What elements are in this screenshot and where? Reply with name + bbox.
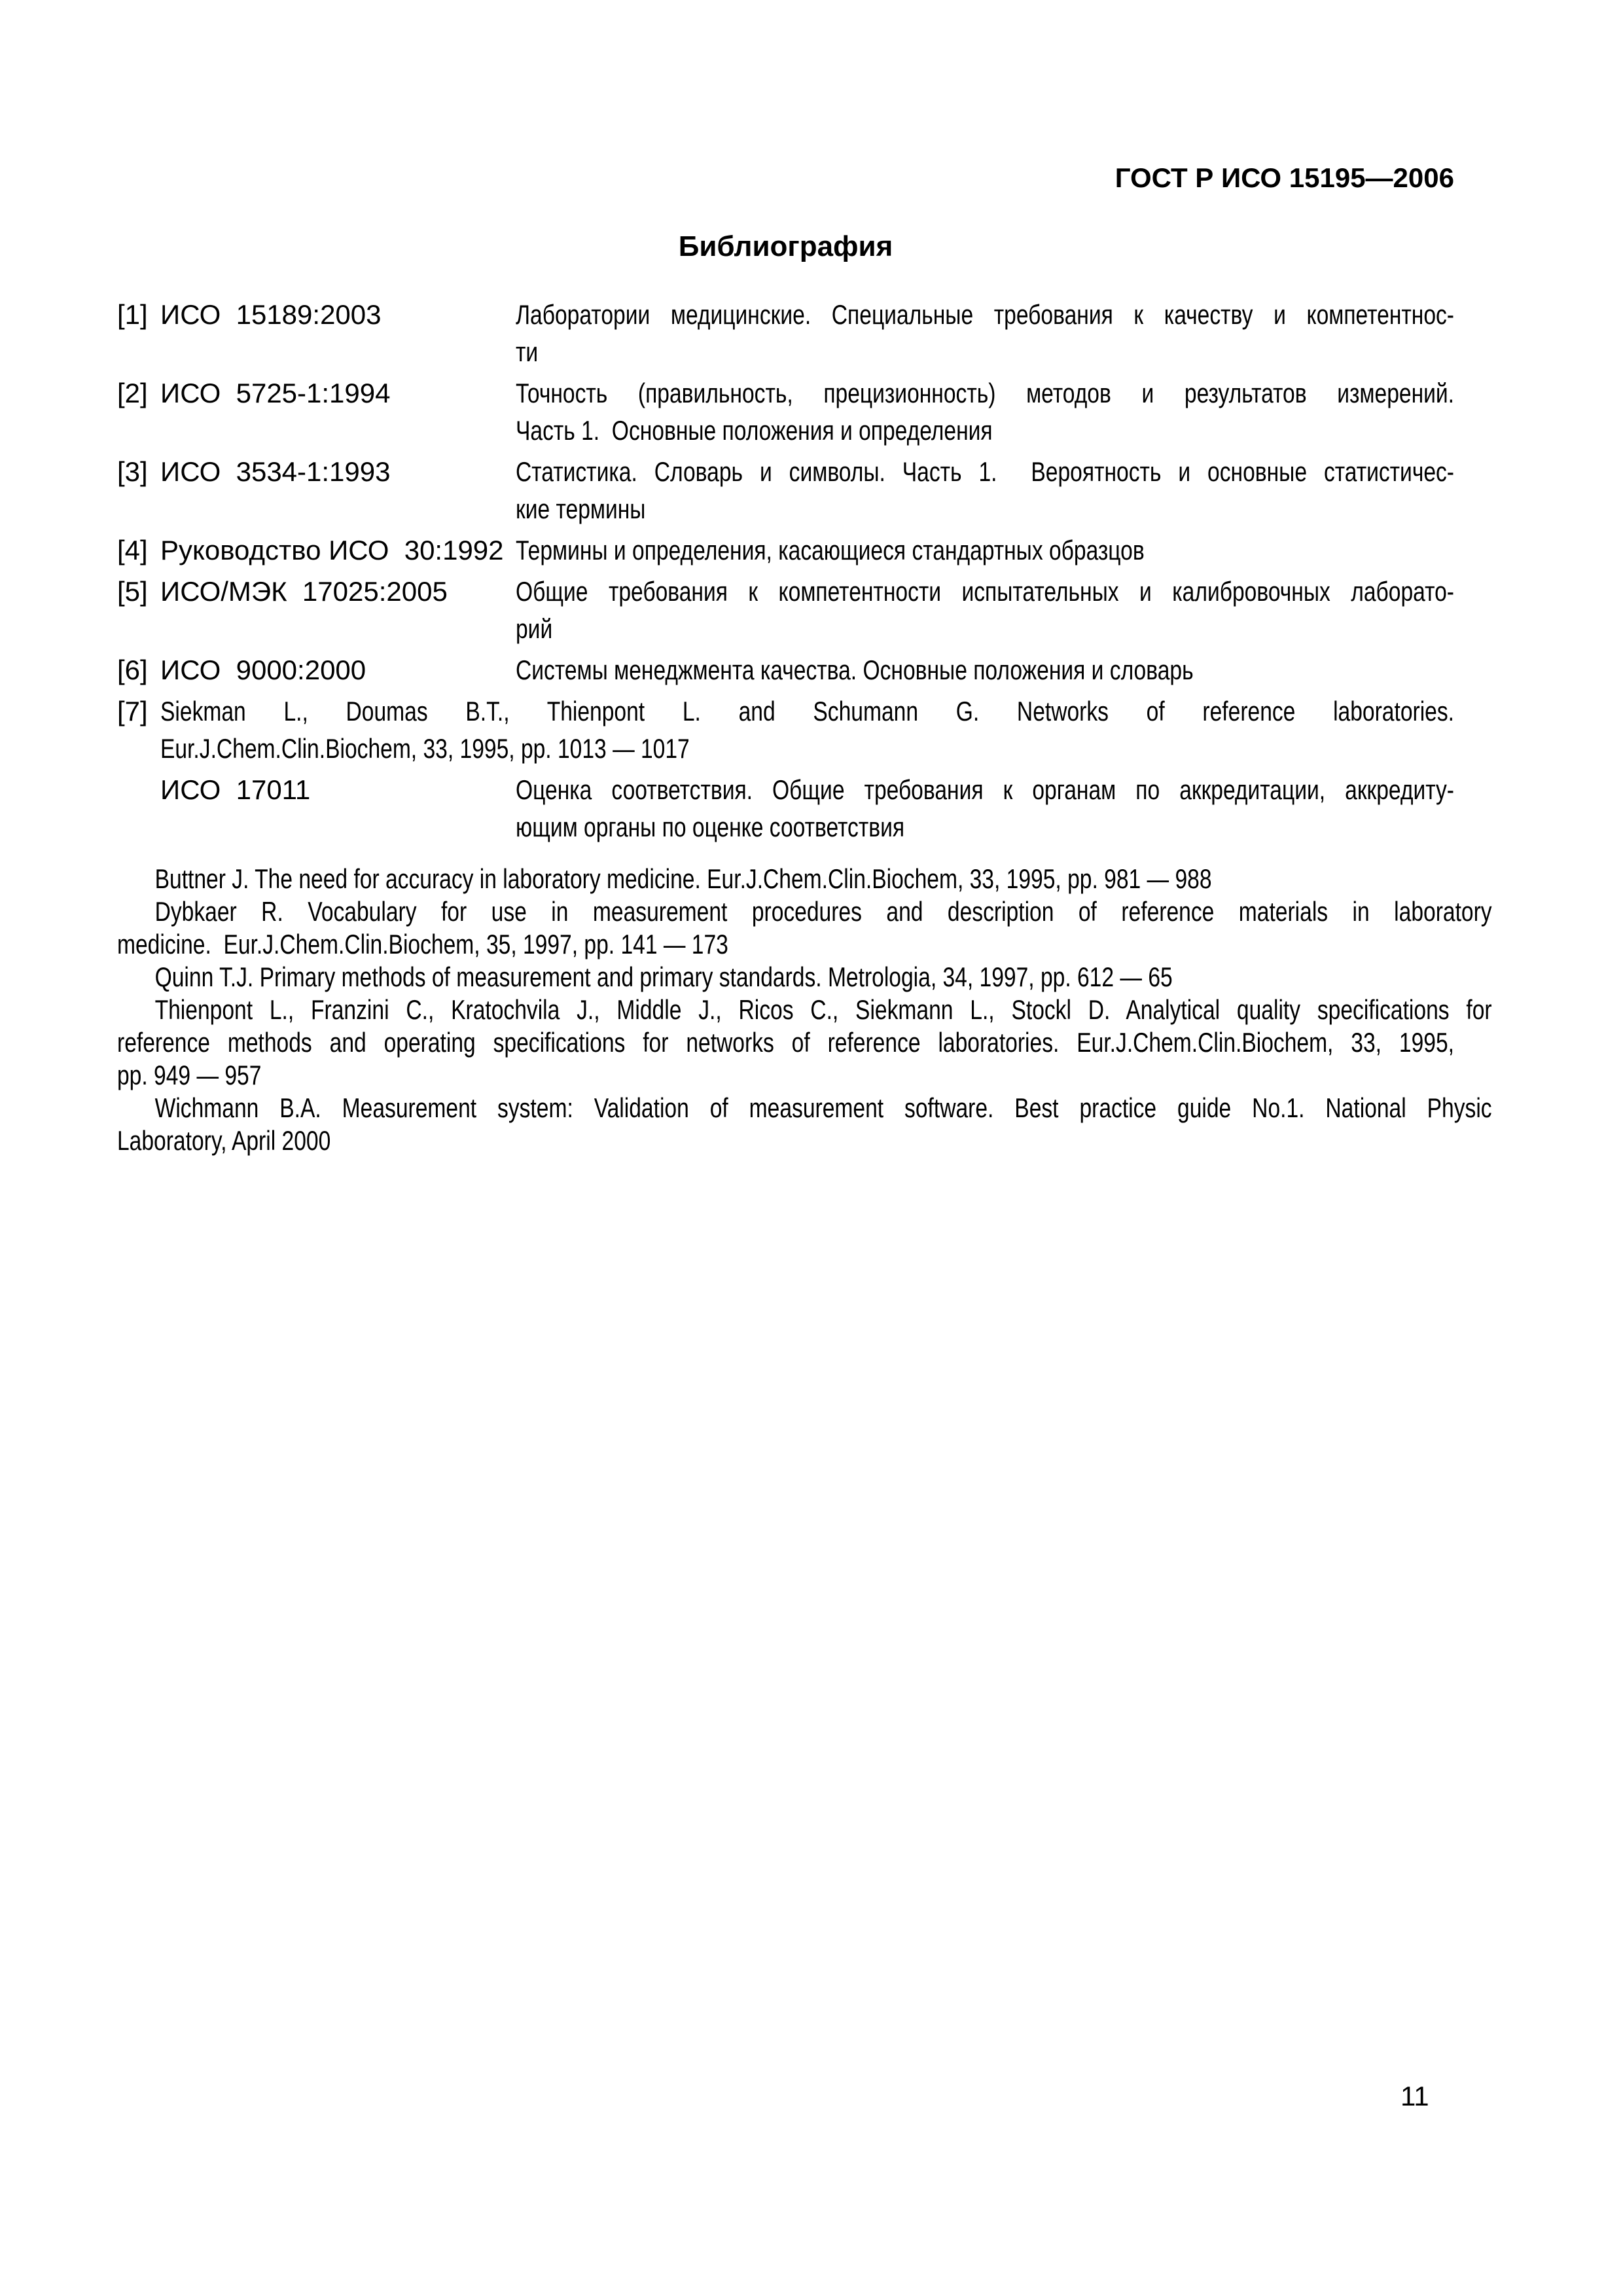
text-line: reference methods and operating specifications for networks of reference laboratories. Eur.J.Chem.Clin.Biochem, 33, 1995, xyxy=(117,1027,1454,1058)
text-line: Статистика. Словарь и символы. Часть 1. Вероятность и основные статистичес- xyxy=(516,456,1454,487)
document-header: ГОСТ Р ИСО 15195—2006 xyxy=(1115,162,1454,193)
bibliography-paragraph xyxy=(117,994,1492,1092)
page-number: 11 xyxy=(1400,2081,1429,2111)
reference-number: [5] xyxy=(117,576,148,607)
text-line: ющим органы по оценке соответствия xyxy=(516,812,905,842)
text-line: Часть 1. Основные положения и определения xyxy=(516,415,993,446)
reference-description xyxy=(160,692,1454,767)
reference-number: [1] xyxy=(117,299,148,330)
reference-entry xyxy=(117,531,1454,569)
reference-number: [7] xyxy=(117,696,148,726)
text-line: ти xyxy=(516,336,539,367)
text-line: Dybkaer R. Vocabulary for use in measurement procedures and description of reference materials in laboratory xyxy=(154,896,1492,927)
page-title: Библиография xyxy=(678,230,893,262)
reference-entry xyxy=(117,296,1454,370)
reference-code: ИСО 15189:2003 xyxy=(160,299,382,330)
reference-code: ИСО 17011 xyxy=(160,774,311,805)
reference-entry xyxy=(117,573,1454,647)
reference-number: [2] xyxy=(117,378,148,408)
text-line: Точность (правильность, прецизионность) методов и результатов измерений. xyxy=(516,378,1454,408)
bibliography-content xyxy=(117,296,1492,1157)
reference-code: ИСО 9000:2000 xyxy=(160,655,366,685)
text-line: Системы менеджмента качества. Основные положения и словарь xyxy=(516,655,1194,685)
reference-number: [6] xyxy=(117,655,148,685)
text-line: Buttner J. The need for accuracy in laboratory medicine. Eur.J.Chem.Clin.Biochem, 33, 1995, pp. 981 — 988 xyxy=(154,863,1212,894)
text-line: Laboratory, April 2000 xyxy=(117,1125,331,1156)
text-line: рий xyxy=(516,613,553,644)
text-line: Eur.J.Chem.Clin.Biochem, 33, 1995, pp. 1013 — 1017 xyxy=(160,733,690,764)
bibliography-paragraph xyxy=(117,1092,1492,1157)
reference-code: ИСО 5725-1:1994 xyxy=(160,378,391,408)
text-line: medicine. Eur.J.Chem.Clin.Biochem, 35, 1997, pp. 141 — 173 xyxy=(117,929,728,960)
text-line: Оценка соответствия. Общие требования к органам по аккредитации, аккредиту- xyxy=(516,774,1454,805)
reference-code: ИСО/МЭК 17025:2005 xyxy=(160,576,448,607)
reference-number: [4] xyxy=(117,535,148,565)
text-line: Лаборатории медицинские. Специальные требования к качеству и компетентнос- xyxy=(516,299,1454,330)
reference-list xyxy=(117,296,1454,846)
reference-description xyxy=(516,573,1454,647)
paragraph-list xyxy=(117,863,1492,1157)
text-line: Общие требования к компетентности испытательных и калибровочных лаборато- xyxy=(516,576,1454,607)
text-line: Wichmann B.A. Measurement system: Validation of measurement software. Best practice guide No.1. National Physic xyxy=(154,1092,1492,1123)
reference-code: Руководство ИСО 30:1992 xyxy=(160,535,504,565)
text-line: pp. 949 — 957 xyxy=(117,1060,262,1090)
reference-entry xyxy=(117,453,1454,528)
reference-description xyxy=(516,374,1454,449)
reference-entry xyxy=(117,374,1454,449)
text-line: Quinn T.J. Primary methods of measurement and primary standards. Metrologia, 34, 1997, pp. 612 — 65 xyxy=(154,961,1173,992)
reference-description xyxy=(516,771,1454,846)
reference-description xyxy=(516,453,1454,528)
text-line: кие термины xyxy=(516,493,646,524)
reference-description xyxy=(516,296,1454,370)
reference-description xyxy=(516,531,1454,569)
text-line: Thienpont L., Franzini C., Kratochvila J., Middle J., Ricos C., Siekmann L., Stockl D. Analytical quality specifications for xyxy=(154,994,1492,1025)
reference-entry xyxy=(117,651,1454,689)
reference-code: ИСО 3534-1:1993 xyxy=(160,456,391,487)
text-line: Siekman L., Doumas B.T., Thienpont L. and Schumann G. Networks of reference laboratories. xyxy=(160,696,1454,726)
bibliography-paragraph xyxy=(117,863,1454,895)
reference-number: [3] xyxy=(117,456,148,487)
reference-entry xyxy=(117,771,1454,846)
reference-entry xyxy=(117,692,1454,767)
bibliography-paragraph xyxy=(117,895,1492,961)
reference-description xyxy=(516,651,1454,689)
text-line: Термины и определения, касающиеся стандартных образцов xyxy=(516,535,1145,565)
bibliography-paragraph xyxy=(117,961,1454,994)
